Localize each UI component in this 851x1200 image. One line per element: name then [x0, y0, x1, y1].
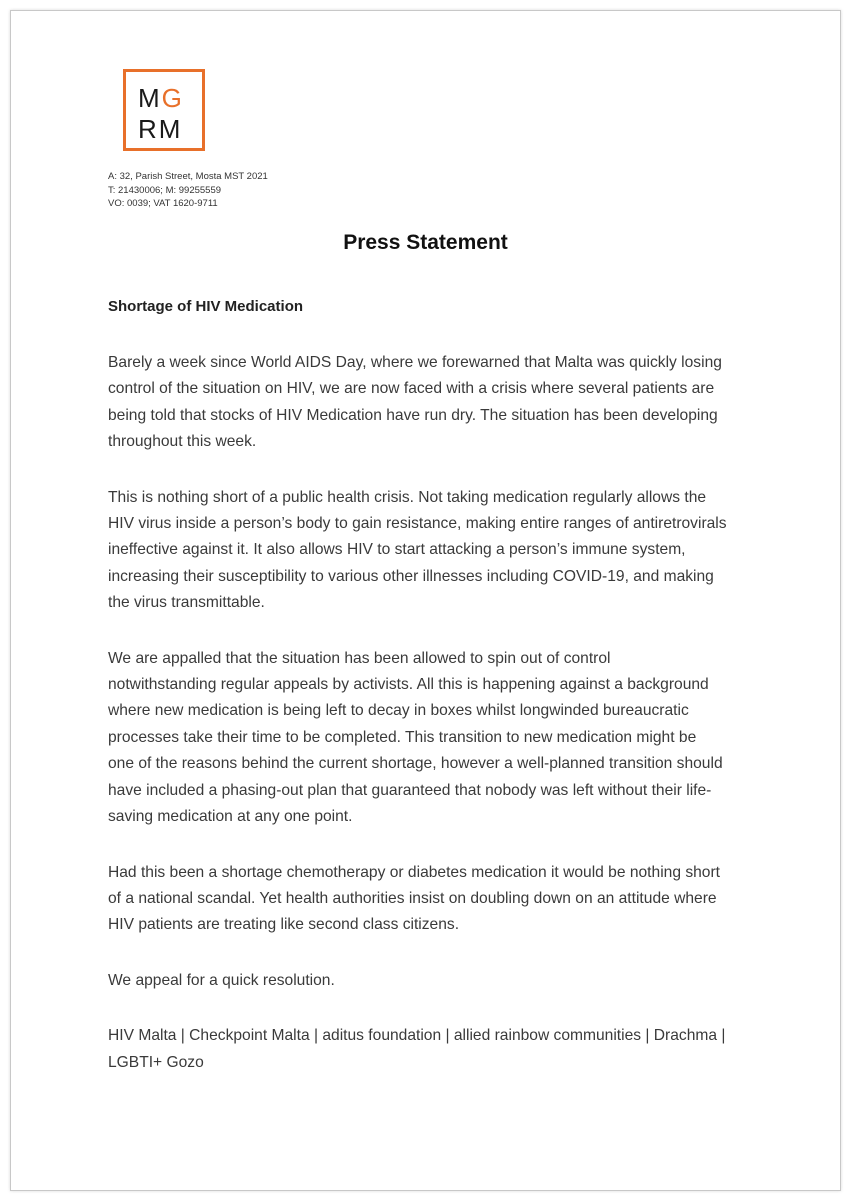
text-line: processes take their time to be completed. This transition to new medication might be	[108, 728, 697, 746]
address-line: A: 32, Parish Street, Mosta MST 2021	[108, 171, 268, 182]
text-line: one of the reasons behind the current shortage, however a well-planned transition should	[108, 755, 723, 773]
text-line: control of the situation on HIV, we are now faced with a crisis where several patients are	[108, 380, 715, 398]
text-line: Had this been a shortage chemotherapy or diabetes medication it would be nothing short	[108, 863, 721, 881]
logo-row-1	[138, 83, 184, 114]
text-line: notwithstanding regular appeals by activists. All this is happening against a background	[108, 676, 709, 694]
text-line: HIV virus inside a person’s body to gain resistance, making entire ranges of antiretrovirals	[108, 515, 727, 533]
text-line: of a national scandal. Yet health authorities insist on doubling down on an attitude where	[108, 889, 717, 907]
text-line: where new medication is being left to decay in boxes whilst longwinded bureaucratic	[108, 702, 689, 720]
phone-line: T: 21430006; M: 99255559	[108, 184, 222, 196]
text-line: ineffective against it. It also allows HIV to start attacking a person’s immune system,	[108, 541, 686, 559]
paragraph	[108, 860, 727, 939]
text-line: being told that stocks of HIV Medication have run dry. The situation has been developing	[108, 406, 718, 424]
logo-letter: R	[138, 114, 159, 144]
text-line: LGBTI+ Gozo	[108, 1053, 204, 1071]
text-line: We are appalled that the situation has been allowed to spin out of control	[108, 649, 611, 667]
address-block	[108, 170, 268, 211]
text-line: HIV patients are treating like second class citizens.	[108, 916, 460, 934]
text-line: the virus transmittable.	[108, 594, 265, 612]
text-line: We appeal for a quick resolution.	[108, 971, 335, 989]
logo-letter: M	[158, 114, 183, 144]
registration-line: VO: 0039; VAT 1620-9711	[108, 198, 218, 209]
paragraph	[108, 485, 727, 617]
page-title: Press Statement	[343, 231, 508, 254]
mgrm-logo	[123, 69, 205, 151]
paragraph	[108, 968, 727, 994]
signatories	[108, 1023, 727, 1076]
statement-body	[108, 350, 727, 1105]
text-line: throughout this week.	[108, 433, 257, 451]
text-line: HIV Malta | Checkpoint Malta | aditus foundation | allied rainbow communities | Drachma |	[108, 1027, 726, 1045]
logo-letter: G	[161, 83, 184, 113]
text-line: This is nothing short of a public health crisis. Not taking medication regularly allows the	[108, 488, 707, 506]
logo-letter: M	[138, 83, 162, 113]
logo-row-2	[138, 114, 182, 145]
text-line: Barely a week since World AIDS Day, where we forewarned that Malta was quickly losing	[108, 354, 722, 371]
paragraph	[108, 350, 727, 456]
paragraph	[108, 646, 727, 831]
text-line: have included a phasing-out plan that guaranteed that nobody was left without their life-	[108, 781, 712, 799]
subheading: Shortage of HIV Medication	[108, 298, 304, 315]
text-line: increasing their susceptibility to various other illnesses including COVID-19, and making	[108, 567, 714, 585]
text-line: saving medication at any one point.	[108, 808, 353, 826]
